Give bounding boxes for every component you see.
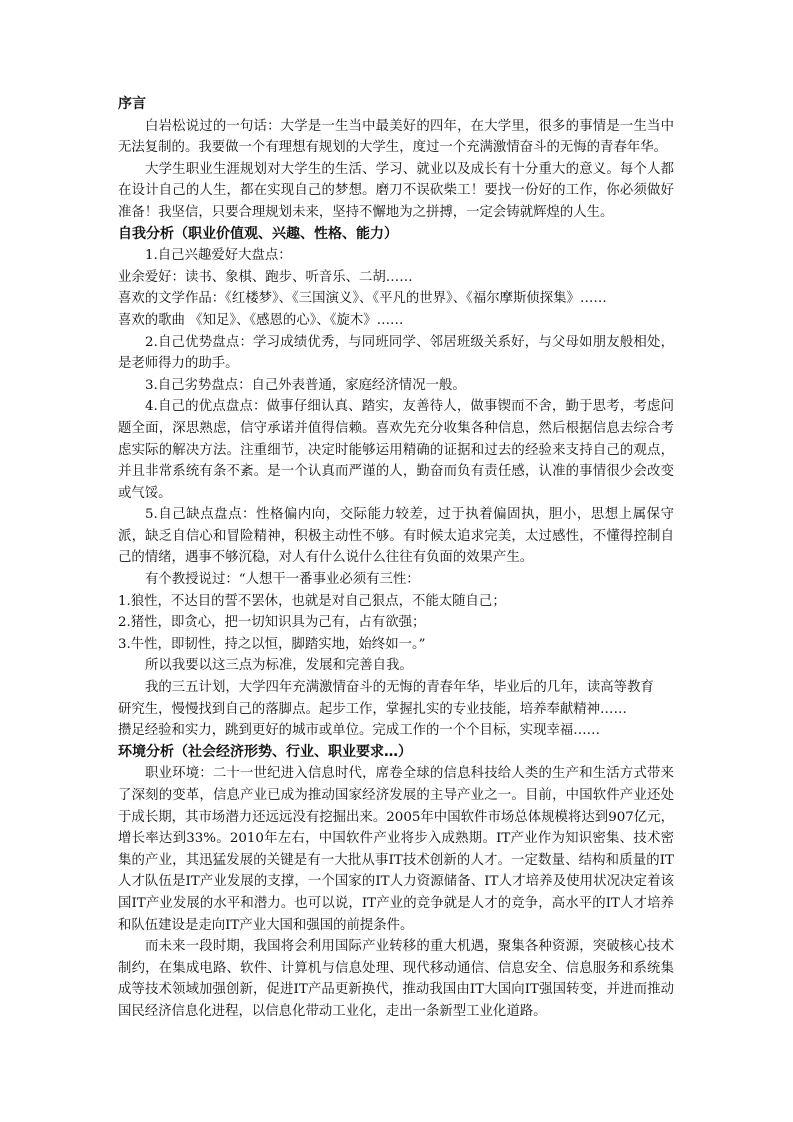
- merits-item: 4.自己的优点盘点：做事仔细认真、踏实，友善待人，做事锲而不舍，勤于思考，考虑问题全面，深思熟虑，信守承诺并值得信赖。喜欢先充分收集各种信息，然后根据信息去综合考虑实际的解决方法。注重细节，决定时能够运用精确的证据和过去的经验来支持自己的观点，并且非常系统有条不紊。是一个认真而严谨的人，勤奋而负有责任感，认准的事情很少会改变或气馁。: [118, 399, 674, 501]
- weaknesses-item: 3.自己劣势盘点：自己外表普通，家庭经济情况一般。: [145, 377, 466, 393]
- trait-wolf: 1.狼性，不达目的誓不罢休，也就是对自己狠点，不能太随自己；: [118, 593, 506, 609]
- strengths-item: 2.自己优势盘点：学习成绩优秀，与同班同学、邻居班级关系好，与父母如朋友般相处，是老师得力的助手。: [118, 334, 674, 372]
- preface-paragraph-2: 大学生职业生涯规划对大学生的生活、学习、就业以及成长有十分重大的意义。每个人都在设计自己的人生，都在实现自己的梦想。磨刀不误砍柴工！要找一份好的工作，你必须做好准备！我坚信，只要合理规划未来，坚持不懈地为之拼搏，一定会铸就辉煌的人生。: [118, 161, 674, 220]
- environment-paragraph-2: 而未来一段时期，我国将会利用国际产业转移的重大机遇，聚集各种资源，突破核心技术制约，在集成电路、软件、计算机与信息处理、现代移动通信、信息安全、信息服务和系统集成等技术领域加强创新，促进IT产品更新换代，推动我国由IT大国向IT强国转变，并进而推动国民经济信息化进程，以信息化带动工业化，走出一条新型工业化道路。: [118, 939, 674, 1019]
- favorite-books-line: 喜欢的文学作品：《红楼梦》、《三国演义》、《平凡的世界》、《福尔摩斯侦探集》……: [118, 291, 607, 307]
- environment-heading: 环境分析（社会经济形势、行业、职业要求…）: [118, 743, 412, 760]
- professor-quote: 有个教授说过：“人想干一番事业必须有三性：: [145, 572, 420, 588]
- self-analysis-heading: 自我分析（职业价值观、兴趣、性格、能力）: [118, 225, 398, 242]
- document-page: [118, 94, 674, 1023]
- trait-pig: 2.猪性，即贪心，把一切知识具为己有，占有欲强；: [118, 615, 426, 631]
- hobby-line: 业余爱好：读书、象棋、跑步、听音乐、二胡……: [118, 269, 413, 285]
- environment-paragraph-1: 职业环境：二十一世纪进入信息时代，席卷全球的信息科技给人类的生产和生活方式带来了深刻的变革，信息产业已成为推动国家经济发展的主导产业之一。目前，中国软件产业还处于成长期，其市场潜力还远远没有挖掘出来。2005年中国软件市场总体规模将达到907亿元，增长率达到33%。2010年左右，中国软件产业将步入成熟期。IT产业作为知识密集、技术密集的产业，其迅猛发展的关键是有一大批从事IT技术创新的人才。一定数量、结构和质量的IT人才队伍是IT产业发展的支撑，一个国家的IT人力资源储备、IT人才培养及使用状况决定着该国IT产业发展的水平和潜力。也可以说，IT产业的竞争就是人才的竞争，高水平的IT人才培养和队伍建设是走向IT产业大国和强国的前提条件。: [118, 766, 674, 933]
- hobbies-item-title: 1.自己兴趣爱好大盘点：: [145, 248, 292, 264]
- plan-line-2: 研究生，慢慢找到自己的落脚点。起步工作，掌握扎实的专业技能，培养奉献精神……: [118, 701, 627, 717]
- shortcomings-item: 5.自己缺点盘点：性格偏内向，交际能力较差，过于执着偏固执，胆小，思想上属保守派，缺乏自信心和冒险精神，积极主动性不够。有时候太追求完美，太过感性，不懂得控制自己的情绪，遇事不够沉稳，对人有什么说什么往往有负面的效果产生。: [118, 507, 674, 566]
- standard-line: 所以我要以这三点为标准，发展和完善自我。: [145, 658, 413, 674]
- plan-line-3: 攒足经验和实力，跳到更好的城市或单位。完成工作的一个个目标，实现幸福……: [118, 723, 601, 739]
- preface-heading: 序言: [118, 96, 146, 112]
- preface-paragraph-1: 白岩松说过的一句话：大学是一生当中最美好的四年，在大学里，很多的事情是一生当中无法复制的。我要做一个有理想有规划的大学生，度过一个充满激情奋斗的无悔的青春年华。: [118, 118, 674, 156]
- favorite-songs-line: 喜欢的歌曲 《知足》、《感恩的心》、《旋木》……: [118, 312, 404, 328]
- trait-ox: 3.牛性，即韧性，持之以恒，脚踏实地，始终如一。”: [118, 636, 426, 652]
- plan-line-1: 我的三五计划，大学四年充满激情奋斗的无悔的青春年华，毕业后的几年，读高等教育: [145, 680, 654, 696]
